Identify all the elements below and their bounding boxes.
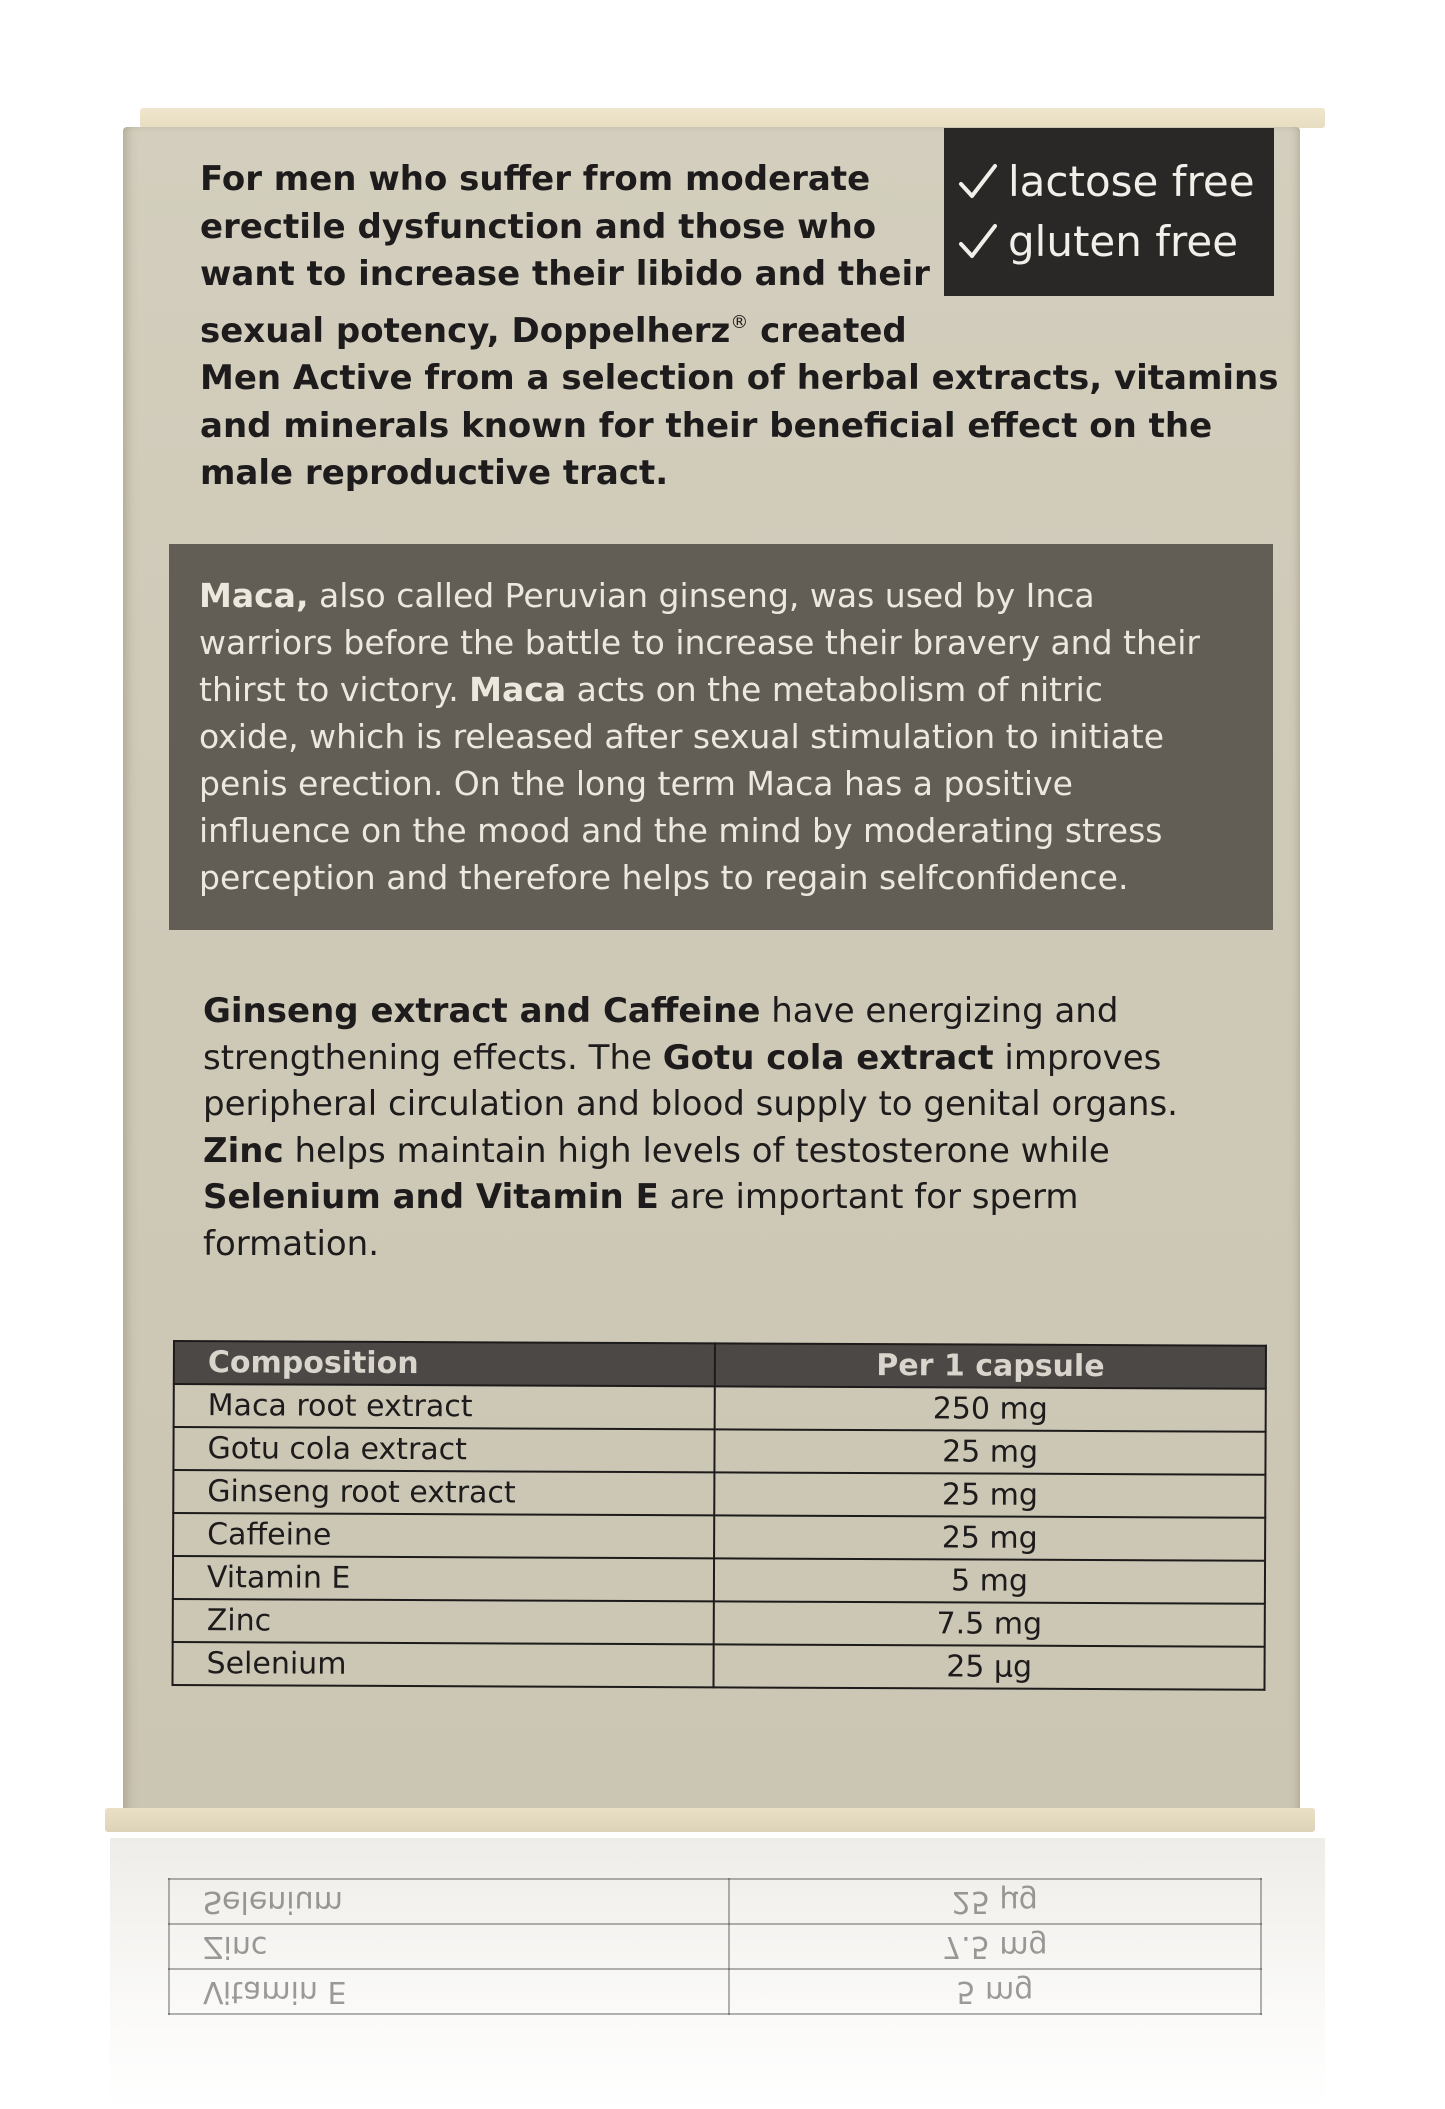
text-line: erectile dysfunction and those who [200, 206, 877, 247]
composition-table [171, 1340, 1266, 1691]
bold-term: Selenium and Vitamin E [203, 1177, 659, 1217]
text-line: oxide, which is released after sexual stimulation to initiate [199, 717, 1165, 756]
text-line: peripheral circulation and blood supply to genital organs. [203, 1084, 1178, 1124]
text-line [199, 666, 1259, 713]
ingredient-amount: 7.5 mg [714, 1601, 1265, 1646]
text-line: influence on the mood and the mind by moderating stress [199, 811, 1163, 850]
header-per-capsule: Per 1 capsule [715, 1343, 1266, 1388]
text-line [203, 988, 1273, 1035]
reflected-name: Selenium [169, 1879, 729, 1924]
ingredient-name: Caffeine [173, 1513, 714, 1558]
table-row [173, 1556, 1265, 1604]
intro-paragraph [200, 156, 1279, 498]
text-line: want to increase their libido and their [200, 254, 930, 294]
text-line: and minerals known for their beneficial effect on the [200, 405, 1213, 446]
badge-text: gluten free [1008, 217, 1239, 266]
text-span: have energizing and [760, 991, 1119, 1031]
table-row [173, 1513, 1265, 1561]
ingredient-amount: 250 mg [715, 1386, 1266, 1431]
table-row [169, 1879, 1261, 1924]
ginseng-paragraph [203, 988, 1273, 1267]
text-line: For men who suffer from moderate [200, 159, 871, 199]
text-line [200, 299, 1260, 356]
table-row [172, 1642, 1264, 1690]
text-line: penis erection. On the long term Maca has a positive [199, 764, 1073, 803]
ingredient-name: Zinc [173, 1599, 714, 1644]
reflected-name: Zinc [169, 1924, 729, 1969]
text-line [203, 1128, 1273, 1175]
ingredient-amount: 25 µg [714, 1644, 1265, 1689]
text-line: male reproductive tract. [200, 453, 669, 493]
table-header-row [174, 1341, 1266, 1389]
reflected-amount: 7.5 mg [729, 1924, 1261, 1969]
surface-reflection [110, 1838, 1325, 2109]
text-line: Men Active from a selection of herbal extracts, vitamins [200, 358, 1279, 398]
ingredient-name: Maca root extract [174, 1384, 715, 1429]
ingredient-name: Gotu cola extract [173, 1427, 714, 1472]
ingredient-amount: 25 mg [714, 1472, 1265, 1517]
bold-term: Ginseng extract and Caffeine [203, 991, 761, 1031]
ingredient-name: Vitamin E [173, 1556, 714, 1601]
table-row [173, 1427, 1265, 1475]
text-line [199, 572, 1259, 619]
badge-text: lactose free [1008, 157, 1255, 206]
ingredient-amount: 25 mg [715, 1429, 1266, 1474]
text-span: are important for sperm [658, 1177, 1079, 1217]
text-line [203, 1174, 1273, 1221]
text-line: formation. [203, 1223, 380, 1264]
reflected-name: Vitamin E [169, 1969, 729, 2014]
table-row [169, 1969, 1261, 2014]
table-row [173, 1599, 1265, 1647]
text-span: sexual potency, Doppelherz [200, 310, 731, 351]
registered-mark: ® [730, 311, 749, 333]
bold-term: Maca, [199, 576, 309, 615]
table-row [173, 1470, 1265, 1518]
reflected-table [168, 1878, 1262, 2015]
maca-paragraph [199, 572, 1259, 901]
text-span: improves [993, 1037, 1162, 1078]
box-bottom-flap [105, 1808, 1315, 1832]
ingredient-amount: 5 mg [714, 1558, 1265, 1603]
header-composition: Composition [174, 1341, 715, 1386]
reflected-amount: 5 mg [729, 1969, 1261, 2014]
bold-term: Zinc [203, 1130, 284, 1171]
text-span: acts on the metabolism of nitric [566, 670, 1103, 709]
text-line [203, 1035, 1273, 1082]
text-span: helps maintain high levels of testosterone while [283, 1130, 1110, 1171]
ingredient-name: Selenium [172, 1642, 713, 1687]
bold-term: Gotu cola extract [662, 1037, 994, 1078]
ingredient-name: Ginseng root extract [173, 1470, 714, 1515]
table-row [169, 1924, 1261, 1969]
text-line: perception and therefore helps to regain selfconfidence. [199, 858, 1129, 897]
text-span: created [748, 310, 907, 351]
text-span: strengthening effects. The [203, 1037, 663, 1078]
text-line: warriors before the battle to increase their bravery and their [199, 623, 1200, 662]
text-span: thirst to victory. [199, 670, 470, 709]
reflected-amount: 25 µg [729, 1879, 1261, 1924]
box-top-flap [140, 108, 1325, 128]
table-row [174, 1384, 1266, 1432]
text-span: also called Peruvian ginseng, was used by Inca [308, 576, 1095, 615]
ingredient-amount: 25 mg [714, 1515, 1265, 1560]
bold-term: Maca [469, 670, 567, 709]
